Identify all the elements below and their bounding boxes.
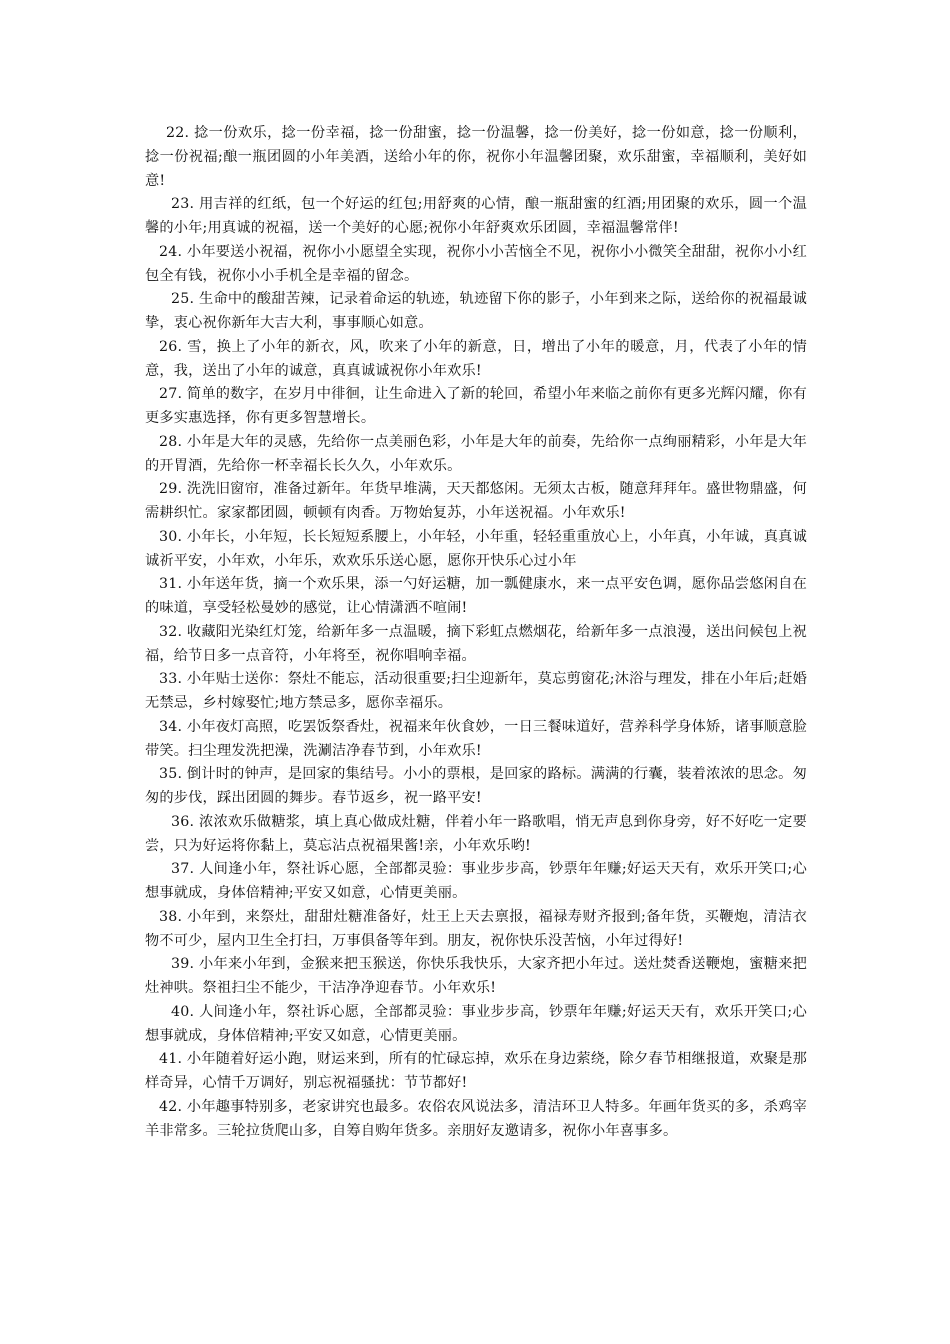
paragraph-22: 22. 捻一份欢乐，捻一份幸福，捻一份甜蜜，捻一份温馨，捻一份美好，捻一份如意，捻一份顺利，捻一份祝福;酿一瓶团圆的小年美酒，送给小年的你，祝你小年温馨团聚，欢乐甜蜜，幸福顺利，美好如意! <box>145 125 807 189</box>
paragraph-39: 39. 小年来小年到，金猴来把玉猴送，你快乐我快乐，大家齐把小年过。送灶焚香送鞭炮，蜜糖来把灶神哄。祭祖扫尘不能少，干洁净净迎春节。小年欢乐! <box>145 956 807 996</box>
paragraph-27: 27. 简单的数字，在岁月中徘徊，让生命进入了新的轮回，希望小年来临之前你有更多光辉闪耀，你有更多实惠选择，你有更多智慧增长。 <box>145 386 807 426</box>
paragraph-41: 41. 小年随着好运小跑，财运来到，所有的忙碌忘掉，欢乐在身边萦绕，除夕春节相继报道，欢聚是那样奇异，心情千万调好，别忘祝福骚扰：节节都好! <box>145 1051 807 1091</box>
paragraph-26: 26. 雪，换上了小年的新衣，风，吹来了小年的新意，日，增出了小年的暖意，月，代表了小年的情意，我，送出了小年的诚意，真真诚诚祝你小年欢乐! <box>145 338 807 379</box>
paragraph-32: 32. 收藏阳光染红灯笼，给新年多一点温暖，摘下彩虹点燃烟花，给新年多一点浪漫，送出问候包上祝福，给节日多一点音符，小年将至，祝你唱响幸福。 <box>145 623 807 664</box>
paragraph-23: 23. 用吉祥的红纸，包一个好运的红包;用舒爽的心情，酿一瓶甜蜜的红酒;用团聚的欢乐，圆一个温馨的小年;用真诚的祝福，送一个美好的心愿;祝你小年舒爽欢乐团圆，幸福温馨常伴! <box>145 196 807 236</box>
paragraph-40: 40. 人间逢小年，祭社诉心愿，全部都灵验：事业步步高，钞票年年赚;好运天天有，欢乐开笑口;心想事就成，身体倍精神;平安又如意，心情更美丽。 <box>145 1003 807 1044</box>
paragraph-28: 28. 小年是大年的灵感，先给你一点美丽色彩，小年是大年的前奏，先给你一点绚丽精彩，小年是大年的开胃酒，先给你一杯幸福长长久久，小年欢乐。 <box>145 433 807 474</box>
document-body <box>145 122 807 1143</box>
paragraph-42: 42. 小年趣事特别多，老家讲究也最多。农俗农风说法多，清洁环卫人特多。年画年货买的多，杀鸡宰羊非常多。三轮拉货爬山多，自筹自购年货多。亲朋好友邀请多，祝你小年喜事多。 <box>145 1098 807 1139</box>
paragraph-38: 38. 小年到，来祭灶，甜甜灶糖准备好，灶王上天去禀报，福禄寿财齐报到;备年货，买鞭炮，清洁衣物不可少，屋内卫生全打扫，万事俱备等年到。朋友，祝你快乐没苦恼，小年过得好! <box>145 908 807 949</box>
paragraph-33: 33. 小年贴士送你：祭灶不能忘，活动很重要;扫尘迎新年，莫忘剪窗花;沐浴与理发，排在小年后;赶婚无禁忌，乡村嫁娶忙;地方禁忌多，愿你幸福乐。 <box>145 671 807 711</box>
paragraph-34: 34. 小年夜灯高照，吃罢饭祭香灶，祝福来年伙食妙，一日三餐味道好，营养科学身体矫，诸事顺意脸带笑。扫尘理发洗把澡，洗涮洁净春节到，小年欢乐! <box>145 718 807 759</box>
paragraph-35: 35. 倒计时的钟声，是回家的集结号。小小的票根，是回家的路标。满满的行囊，装着浓浓的思念。匆匆的步伐，踩出团圆的舞步。春节返乡，祝一路平安! <box>145 766 807 806</box>
paragraph-36: 36. 浓浓欢乐做糖浆，填上真心做成灶糖，伴着小年一路歌唱，悄无声息到你身旁，好不好吃一定要尝，只为好运将你黏上，莫忘沾点祝福果酱!亲，小年欢乐哟! <box>145 813 807 854</box>
paragraph-29: 29. 洗洗旧窗帘，准备过新年。年货早堆满，天天都悠闲。无须太古板，随意拜拜年。盛世物鼎盛，何需耕织忙。家家都团圆，顿顿有肉香。万物始复苏，小年送祝福。小年欢乐! <box>145 481 807 521</box>
paragraph-30: 30. 小年长，小年短，长长短短系腰上，小年轻，小年重，轻轻重重放心上，小年真，小年诚，真真诚诚祈平安，小年欢，小年乐，欢欢乐乐送心愿，愿你开快乐心过小年 <box>145 528 807 569</box>
paragraph-31: 31. 小年送年货，摘一个欢乐果，添一勺好运糖，加一瓢健康水，来一点平安色调，愿你品尝悠闲自在的味道，享受轻松曼妙的感觉，让心情潇洒不喧闹! <box>145 576 807 616</box>
paragraph-24: 24. 小年要送小祝福，祝你小小愿望全实现，祝你小小苦恼全不见，祝你小小微笑全甜甜，祝你小小红包全有钱，祝你小小手机全是幸福的留念。 <box>145 243 807 284</box>
paragraph-37: 37. 人间逢小年，祭社诉心愿，全部都灵验：事业步步高，钞票年年赚;好运天天有，欢乐开笑口;心想事就成，身体倍精神;平安又如意，心情更美丽。 <box>145 861 807 901</box>
paragraph-25: 25. 生命中的酸甜苦辣，记录着命运的轨迹，轨迹留下你的影子，小年到来之际，送给你的祝福最诚挚，衷心祝你新年大吉大利，事事顺心如意。 <box>145 291 807 331</box>
